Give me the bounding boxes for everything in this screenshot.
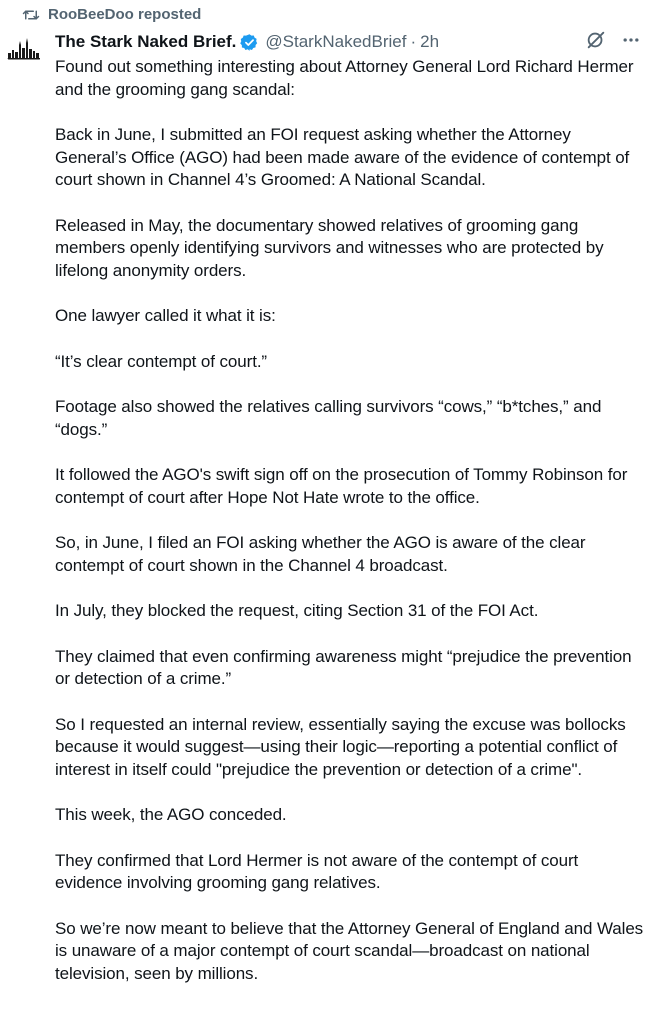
tweet-paragraph: In July, they blocked the request, citing Section 31 of the FOI Act. — [55, 601, 539, 620]
grok-icon[interactable] — [585, 29, 607, 56]
verified-badge-icon[interactable] — [240, 33, 259, 52]
tweet-paragraph: So I requested an internal review, essentially saying the excuse was bollocks because it would suggest—using their logic—reporting a potential conflict of interest in itself could "prejudice the prevention or detection of a crime". — [55, 714, 626, 779]
separator-dot: · — [410, 32, 417, 51]
author-name[interactable]: The Stark Naked Brief. — [55, 32, 237, 51]
timestamp[interactable]: 2h — [420, 32, 440, 51]
repost-icon — [22, 7, 40, 23]
tweet-paragraph: This week, the AGO conceded. — [55, 805, 287, 824]
tweet-paragraph: They confirmed that Lord Hermer is not aware of the contempt of court evidence involving grooming gang relatives. — [55, 850, 579, 892]
tweet-paragraph: They claimed that even confirming awareness might “prejudice the prevention or detection of a crime.” — [55, 646, 632, 688]
tweet-paragraph: So we’re now meant to believe that the Attorney General of England and Wales is unaware of a major contempt of court scandal—broadcast on national television, seen by millions. — [55, 918, 644, 983]
avatar-skyline-icon — [6, 33, 42, 69]
tweet-paragraph: Released in May, the documentary showed relatives of grooming gang members openly identifying survivors and witnesses who are protected by lifelong anonymity orders. — [55, 215, 604, 280]
tweet-paragraph: “It’s clear contempt of court.” — [55, 351, 267, 371]
tweet-paragraph: So, in June, I filed an FOI asking whether the AGO is aware of the clear contempt of court shown in the Channel 4 broadcast. — [55, 533, 586, 575]
tweet-body — [55, 56, 645, 1008]
tweet-paragraph: It followed the AGO's swift sign off on the prosecution of Tommy Robinson for contempt of court after Hope Not Hate wrote to the office. — [55, 465, 628, 507]
tweet-paragraph: Found out something interesting about Attorney General Lord Richard Hermer and the grooming gang scandal: — [55, 57, 634, 99]
repost-label: RooBeeDoo reposted — [48, 6, 202, 23]
tweet-header — [55, 30, 641, 54]
tweet-paragraph: One lawyer called it what it is: — [55, 306, 276, 325]
author-handle[interactable]: @StarkNakedBrief — [265, 32, 407, 51]
more-icon[interactable] — [621, 30, 641, 55]
avatar[interactable] — [6, 33, 42, 69]
tweet-paragraph: Back in June, I submitted an FOI request asking whether the Attorney General’s Office (AGO) had been made aware of the evidence of contempt of court shown in Channel 4’s Groomed: A National Scandal. — [55, 125, 630, 189]
repost-indicator[interactable] — [22, 6, 201, 23]
tweet-paragraph: Footage also showed the relatives calling survivors “cows,” “b*tches,” and “dogs.” — [55, 397, 602, 439]
